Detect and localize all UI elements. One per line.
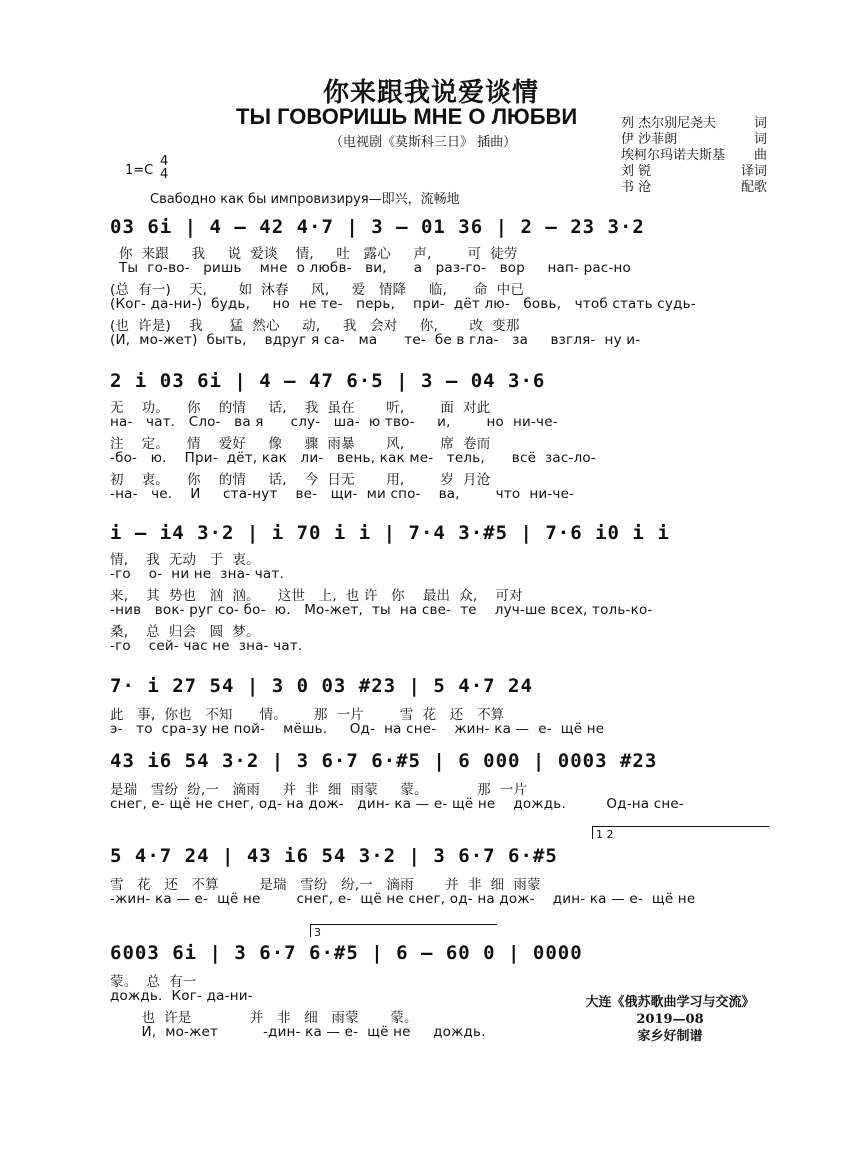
lyric-line: 初 衷。 你 的情 话, 今 日无 用, 岁 月沧 [110, 472, 491, 488]
lyric-line: Ты го-во- ришь мне о любв- ви, а раз-го- вор нап- рас-но [110, 260, 631, 276]
credit-line: 刘 锐 译词 [621, 164, 767, 179]
lyric-line: 雪 花 还 不算 是瑞 雪纷 纷,一 滴雨 并 非 细 雨蒙 [110, 877, 541, 893]
title-chinese: 你来跟我说爱谈情 [322, 78, 539, 108]
title-russian: ТЫ ГОВОРИШЬ МНЕ О ЛЮБВИ [236, 104, 578, 129]
time-top: 4 [160, 154, 169, 169]
tempo-marking: Свабодно как бы импровизируя—即兴，流畅地 [150, 192, 460, 207]
lyric-line: (Ког- да-ни-) будь, но не те- перь, при- дёт лю- бовь, чтоб стать судь- [110, 296, 696, 312]
lyric-line: 蒙。 总 有一 [110, 974, 197, 990]
credit-line: 埃柯尔玛诺夫斯基 曲 [621, 148, 767, 163]
footer-credit [560, 994, 780, 1045]
lyric-line: 注 定。 情 爱好 像 骤 雨暴 风, 席 卷而 [110, 436, 491, 452]
credit-line: 书 沧 配歌 [621, 180, 767, 195]
lyric-line: э- то сра-зу не пой- мёшь. Од- на сне- жин- ка — е- щё не [110, 721, 605, 737]
footer-line-3: 家乡好制谱 [637, 1029, 703, 1044]
notes-line: 43 i6 54 3·2 | 3 6·7 6·#5 | 6 000 | 0003 #23 [110, 750, 658, 772]
notes-line: i – i4 3·2 | i 70 i i | 7·4 3·#5 | 7·6 i0 i i [110, 522, 670, 544]
lyric-line: -го о- ни не зна- чат. [110, 566, 284, 582]
lyric-line: -на- че. И ста-нут ве- щи- ми спо- ва, что ни-че- [110, 486, 575, 502]
notes-line: 2 i 03 6i | 4 – 47 6·5 | 3 – 04 3·6 [110, 370, 546, 392]
lyric-line: 也 许是 并 非 细 雨蒙 蒙。 [110, 1010, 418, 1026]
lyric-line: 无 功。 你 的情 话, 我 虽在 听, 面 对此 [110, 400, 491, 416]
lyric-line: (总 有一) 天, 如 沐春 风, 爱 情降 临, 命 中已 [110, 282, 525, 298]
lyric-line: дождь. Ког- да-ни- [110, 988, 253, 1004]
footer-line-1: 大连《俄苏歌曲学习与交流》 [585, 995, 755, 1010]
volta-bracket-1-2: 1 2 [592, 826, 769, 839]
notes-line: 6003 6i | 3 6·7 6·#5 | 6 – 60 0 | 0000 [110, 942, 583, 964]
key-signature: 1=C [125, 163, 154, 178]
notes-line: 7· i 27 54 | 3 0 03 #23 | 5 4·7 24 [110, 675, 533, 697]
lyric-line: -го сей- час не зна- чат. [110, 638, 303, 654]
lyric-line: 情, 我 无动 于 衷。 [110, 552, 260, 568]
lyric-line: на- чат. Сло- ва я слу- ша- ю тво- и, но ни-че- [110, 414, 558, 430]
time-signature [160, 155, 168, 181]
credit-line: 伊 沙菲朗 词 [621, 132, 767, 147]
lyric-line: 是瑞 雪纷 纷,一 滴雨 并 非 细 雨蒙 蒙。 那 一片 [110, 782, 528, 798]
lyric-line: -бо- ю. При- дёт, как ли- вень, как ме- тель, всё зас-ло- [110, 450, 596, 466]
notes-line: 5 4·7 24 | 43 i6 54 3·2 | 3 6·7 6·#5 [110, 845, 558, 867]
credits-block [621, 116, 767, 196]
notes-line: 03 6i | 4 – 42 4·7 | 3 – 01 36 | 2 – 23 3·2 [110, 216, 645, 238]
lyric-line: снег, е- щё не снег, од- на дож- дин- ка — е- щё не дождь. Од-на сне- [110, 796, 684, 812]
lyric-line: 桑, 总 归会 圆 梦。 [110, 624, 260, 640]
lyric-line: И, мо-жет -дин- ка — е- щё не дождь. [110, 1024, 486, 1040]
lyric-line: 来, 其 势也 汹 汹。 这世 上, 也 许 你 最出 众, 可对 [110, 588, 523, 604]
lyric-line: -нив вок- руг со- бо- ю. Мо-жет, ты на све- те луч-ше всех, толь-ко- [110, 602, 653, 618]
lyric-line: (И, мо-жет) быть, вдруг я са- ма те- бе в гла- за взгля- ну и- [110, 332, 641, 348]
lyric-line: (也 许是) 我 猛 然心 动, 我 会对 你, 改 变那 [110, 318, 520, 334]
volta-bracket-3: 3 [310, 924, 497, 937]
subtitle: （电视剧《莫斯科三日》 插曲） [330, 135, 517, 150]
lyric-line: 你 来跟 我 说 爱谈 情, 吐 露心 声, 可 徒劳 [110, 246, 518, 262]
credit-line: 列 杰尔别尼尧夫 词 [621, 116, 767, 131]
lyric-line: 此 事, 你也 不知 情。 那 一片 雪 花 还 不算 [110, 707, 505, 723]
lyric-line: -жин- ка — е- щё не снег, е- щё не снег, од- на дож- дин- ка — е- щё не [110, 891, 696, 907]
time-bottom: 4 [160, 167, 169, 182]
footer-line-2: 2019—08 [636, 1012, 704, 1027]
